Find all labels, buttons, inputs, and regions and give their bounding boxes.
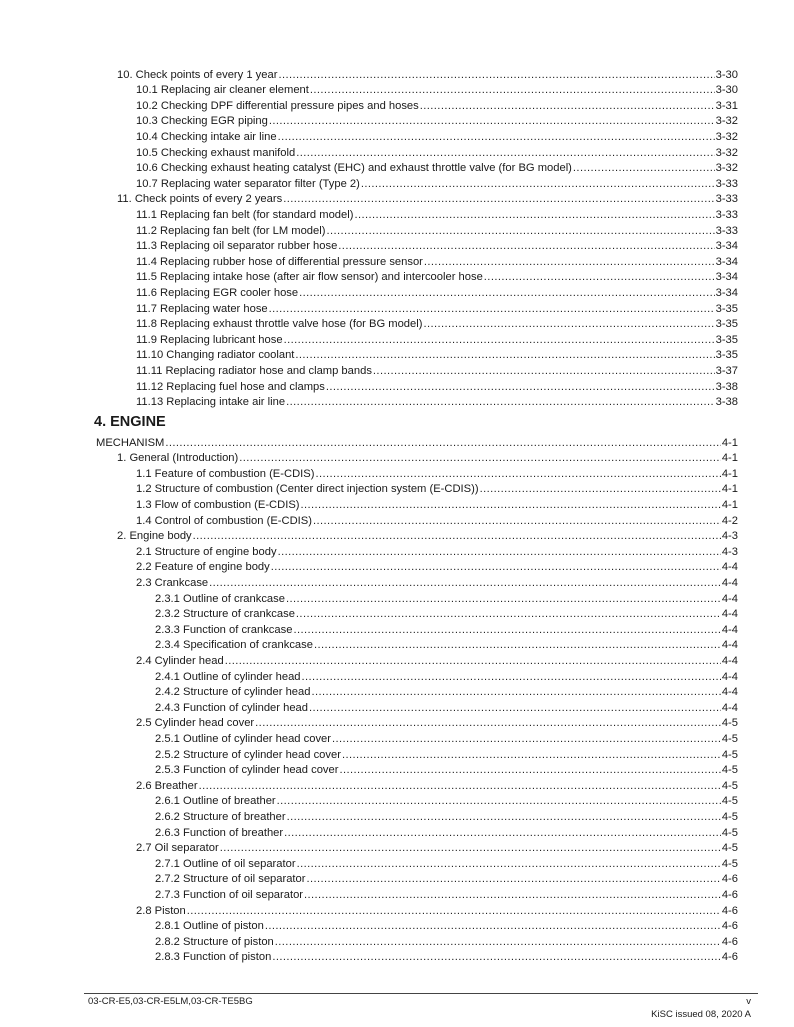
toc-entry xyxy=(136,574,738,590)
toc-entry-title: 11.12 Replacing fuel hose and clamps xyxy=(136,380,325,393)
dot-leader xyxy=(339,764,720,777)
dot-leader xyxy=(315,468,720,481)
toc-entry xyxy=(136,300,738,316)
dot-leader xyxy=(272,951,721,964)
toc-entry-title: 11.4 Replacing rubber hose of differential pressure sensor xyxy=(136,255,423,268)
toc-entry-title: 2.3.4 Specification of crankcase xyxy=(155,639,313,652)
toc-entry-page: 4-4 xyxy=(721,639,738,652)
toc-entry xyxy=(136,902,738,918)
toc-entry-page: 4-1 xyxy=(721,498,738,511)
footer-divider xyxy=(84,993,758,994)
dot-leader xyxy=(297,858,721,871)
toc-entry xyxy=(136,97,738,113)
toc-entry-page: 4-5 xyxy=(721,826,738,839)
toc-entry-title: 2.7.2 Structure of oil separator xyxy=(155,873,306,886)
toc-entry xyxy=(155,637,738,653)
toc-entry-title: 2.7 Oil separator xyxy=(136,842,219,855)
toc-entry-title: 2.5 Cylinder head cover xyxy=(136,717,255,730)
toc-entry-title: 2.3.3 Function of crankcase xyxy=(155,623,293,636)
toc-entry xyxy=(136,253,738,269)
toc-entry-title: 2.3.1 Outline of crankcase xyxy=(155,592,285,605)
toc-entry-title: 2.5.3 Function of cylinder head cover xyxy=(155,764,339,777)
toc-entry xyxy=(96,434,738,450)
toc-entry-title: MECHANISM xyxy=(96,436,165,449)
toc-entry-page: 4-6 xyxy=(721,904,738,917)
toc-entry-title: 10.4 Checking intake air line xyxy=(136,130,277,143)
dot-leader xyxy=(373,365,715,378)
toc-entry xyxy=(136,347,738,363)
toc-entry-page: 4-4 xyxy=(721,592,738,605)
toc-entry xyxy=(136,144,738,160)
toc-entry-page: 3-37 xyxy=(715,364,738,377)
dot-leader xyxy=(484,271,715,284)
toc-entry xyxy=(155,871,738,887)
dot-leader xyxy=(271,561,721,574)
toc-entry xyxy=(136,175,738,191)
toc-entry-page: 4-4 xyxy=(721,561,738,574)
toc-entry-title: 2.8.3 Function of piston xyxy=(155,951,272,964)
dot-leader xyxy=(255,717,721,730)
dot-leader xyxy=(199,780,721,793)
toc-entry xyxy=(136,512,738,528)
toc-entry-title: 1.4 Control of combustion (E-CDIS) xyxy=(136,514,312,527)
footer-issue-info: KiSC issued 08, 2020 A xyxy=(651,1009,751,1020)
toc-entry-title: 2.8.1 Outline of piston xyxy=(155,920,264,933)
toc-entry-title: 2.3.2 Structure of crankcase xyxy=(155,608,295,621)
dot-leader xyxy=(420,100,715,113)
toc-entry xyxy=(155,621,738,637)
toc-entry-page: 3-32 xyxy=(715,115,738,128)
toc-entry-title: 1.3 Flow of combustion (E-CDIS) xyxy=(136,498,300,511)
toc-entry-page: 3-31 xyxy=(715,99,738,112)
dot-leader xyxy=(304,889,721,902)
toc-entry xyxy=(155,793,738,809)
toc-entry-title: 11.1 Replacing fan belt (for standard model) xyxy=(136,208,354,221)
toc-entry-title: 2.1 Structure of engine body xyxy=(136,545,277,558)
toc-entry xyxy=(136,378,738,394)
toc-entry xyxy=(155,730,738,746)
dot-leader xyxy=(480,483,721,496)
toc-entry-page: 4-6 xyxy=(721,888,738,901)
toc-entry xyxy=(136,128,738,144)
toc-entry-title: 11.8 Replacing exhaust throttle valve hose (for BG model) xyxy=(136,318,423,331)
dot-leader xyxy=(286,396,715,409)
toc-entry xyxy=(136,316,738,332)
toc-entry xyxy=(155,606,738,622)
toc-entry-page: 4-4 xyxy=(721,608,738,621)
toc-entry-title: 11.9 Replacing lubricant hose xyxy=(136,333,283,346)
toc-entry xyxy=(136,543,738,559)
toc-entry-page: 3-35 xyxy=(715,302,738,315)
dot-leader xyxy=(220,842,721,855)
toc-entry xyxy=(155,746,738,762)
dot-leader xyxy=(278,546,721,559)
dot-leader xyxy=(225,655,721,668)
toc-entry-page: 3-35 xyxy=(715,333,738,346)
dot-leader xyxy=(284,827,721,840)
toc-entry-page: 4-4 xyxy=(721,670,738,683)
dot-leader xyxy=(326,381,715,394)
toc-entry xyxy=(136,113,738,129)
dot-leader xyxy=(277,795,721,808)
toc-entry-title: 11.6 Replacing EGR cooler hose xyxy=(136,286,299,299)
toc-entry-title: 2.6.2 Structure of breather xyxy=(155,810,286,823)
dot-leader xyxy=(209,577,721,590)
toc-entry xyxy=(136,777,738,793)
toc-entry-title: 10. Check points of every 1 year xyxy=(117,68,278,81)
toc-entry xyxy=(155,762,738,778)
toc-entry-page: 3-33 xyxy=(715,177,738,190)
toc-entry-page: 4-5 xyxy=(721,748,738,761)
toc-entry xyxy=(155,699,738,715)
toc-entry-title: 2.3 Crankcase xyxy=(136,576,209,589)
toc-entry-page: 4-3 xyxy=(721,545,738,558)
footer-model-codes: 03-CR-E5,03-CR-E5LM,03-CR-TE5BG xyxy=(88,996,253,1007)
toc-entry-page: 3-33 xyxy=(715,193,738,206)
toc-entry-title: 11.11 Replacing radiator hose and clamp bands xyxy=(136,364,372,377)
toc-entry-title: 2.6.3 Function of breather xyxy=(155,826,284,839)
toc-entry xyxy=(155,808,738,824)
toc-entry xyxy=(136,652,738,668)
toc-entry-page: 4-6 xyxy=(721,935,738,948)
toc-entry xyxy=(136,559,738,575)
toc-entry-title: 2.4.1 Outline of cylinder head xyxy=(155,670,301,683)
toc-entry xyxy=(136,206,738,222)
toc-entry-title: 2.6 Breather xyxy=(136,779,198,792)
toc-entry xyxy=(136,840,738,856)
toc-entry xyxy=(136,496,738,512)
toc-entry xyxy=(136,465,738,481)
toc-entry-title: 10.6 Checking exhaust heating catalyst (EHC) and exhaust throttle valve (for BG model) xyxy=(136,162,572,175)
toc-entry-title: 11.13 Replacing intake air line xyxy=(136,396,286,409)
toc-entry xyxy=(155,918,738,934)
toc-entry-page: 3-34 xyxy=(715,286,738,299)
toc-entry-page: 4-4 xyxy=(721,623,738,636)
toc-entry-title: 2. Engine body xyxy=(117,530,192,543)
dot-leader xyxy=(269,115,715,128)
toc-entry xyxy=(117,66,738,82)
toc-entry-page: 4-5 xyxy=(721,795,738,808)
dot-leader xyxy=(293,624,720,637)
toc-entry-page: 3-34 xyxy=(715,240,738,253)
footer-page-number: v xyxy=(746,996,751,1007)
toc-entry-page: 4-1 xyxy=(721,452,738,465)
toc-entry-page: 3-38 xyxy=(715,380,738,393)
toc-entry xyxy=(136,222,738,238)
dot-leader xyxy=(187,905,721,918)
toc-entry-page: 4-6 xyxy=(721,873,738,886)
dot-leader xyxy=(278,131,715,144)
dot-leader xyxy=(338,240,714,253)
dot-leader xyxy=(275,936,721,949)
dot-leader xyxy=(165,437,720,450)
toc-entry-page: 3-35 xyxy=(715,318,738,331)
toc-entry-page: 3-32 xyxy=(715,146,738,159)
toc-entry-title: 2.5.2 Structure of cylinder head cover xyxy=(155,748,341,761)
toc-entry-title: 2.4.3 Function of cylinder head xyxy=(155,701,308,714)
toc-entry xyxy=(136,394,738,410)
toc-entry-page: 4-5 xyxy=(721,857,738,870)
toc-entry-page: 3-32 xyxy=(715,130,738,143)
toc-entry-page: 3-34 xyxy=(715,271,738,284)
toc-entry-page: 4-1 xyxy=(721,483,738,496)
toc-entry-page: 4-5 xyxy=(721,717,738,730)
toc-entry xyxy=(155,824,738,840)
toc-entry-title: 2.7.3 Function of oil separator xyxy=(155,888,304,901)
toc-entry xyxy=(136,331,738,347)
toc-entry-title: 2.6.1 Outline of breather xyxy=(155,795,276,808)
dot-leader xyxy=(296,608,721,621)
toc-entry-page: 3-30 xyxy=(715,84,738,97)
toc-entry-page: 4-2 xyxy=(721,514,738,527)
dot-leader xyxy=(302,671,721,684)
toc-entry xyxy=(155,949,738,965)
dot-leader xyxy=(265,920,721,933)
toc-entry-page: 3-38 xyxy=(715,396,738,409)
toc-entry xyxy=(136,82,738,98)
toc-entry-page: 4-4 xyxy=(721,701,738,714)
toc-entry-page: 3-33 xyxy=(715,208,738,221)
dot-leader xyxy=(354,209,714,222)
toc-entry-page: 4-5 xyxy=(721,842,738,855)
toc-entry xyxy=(136,715,738,731)
toc-entry-page: 4-5 xyxy=(721,764,738,777)
dot-leader xyxy=(301,499,721,512)
dot-leader xyxy=(342,749,721,762)
dot-leader xyxy=(361,178,715,191)
dot-leader xyxy=(287,811,721,824)
toc-entry xyxy=(155,855,738,871)
toc-entry-title: 10.5 Checking exhaust manifold xyxy=(136,146,296,159)
dot-leader xyxy=(299,287,714,300)
toc-entry-page: 3-34 xyxy=(715,255,738,268)
dot-leader xyxy=(310,84,715,97)
toc-entry-title: 11.2 Replacing fan belt (for LM model) xyxy=(136,224,326,237)
toc-entry xyxy=(117,191,738,207)
toc-entry-title: 10.1 Replacing air cleaner element xyxy=(136,84,309,97)
toc-entry-title: 10.7 Replacing water separator filter (Type 2) xyxy=(136,177,360,190)
toc-entry xyxy=(136,362,738,378)
toc-entry-page: 4-4 xyxy=(721,686,738,699)
toc-entry-title: 1.2 Structure of combustion (Center direct injection system (E-CDIS)) xyxy=(136,483,479,496)
toc-entry xyxy=(155,684,738,700)
toc-entry-title: 10.3 Checking EGR piping xyxy=(136,115,268,128)
toc-entry-title: 1.1 Feature of combustion (E-CDIS) xyxy=(136,467,315,480)
toc-entry-page: 4-4 xyxy=(721,654,738,667)
dot-leader xyxy=(326,225,714,238)
dot-leader xyxy=(283,193,714,206)
toc-entry-title: 2.5.1 Outline of cylinder head cover xyxy=(155,732,331,745)
toc-entry-page: 4-5 xyxy=(721,732,738,745)
toc-entry-title: 11.7 Replacing water hose xyxy=(136,302,268,315)
toc-entry-page: 4-6 xyxy=(721,951,738,964)
dot-leader xyxy=(269,303,715,316)
toc-entry-page: 4-5 xyxy=(721,810,738,823)
dot-leader xyxy=(296,147,714,160)
dot-leader xyxy=(295,349,714,362)
toc-entry xyxy=(136,481,738,497)
dot-leader xyxy=(278,69,714,82)
toc-entry xyxy=(136,238,738,254)
toc-entry xyxy=(117,528,738,544)
toc-entry-title: 1. General (Introduction) xyxy=(117,452,239,465)
toc-entry-title: 2.4.2 Structure of cylinder head xyxy=(155,686,311,699)
toc-entry-page: 4-6 xyxy=(721,920,738,933)
toc-entry-page: 3-33 xyxy=(715,224,738,237)
toc-entry xyxy=(155,886,738,902)
toc-entry xyxy=(136,269,738,285)
toc-entry-title: 2.4 Cylinder head xyxy=(136,654,224,667)
toc-entry-page: 4-1 xyxy=(721,436,738,449)
dot-leader xyxy=(193,530,721,543)
toc-entry xyxy=(155,668,738,684)
dot-leader xyxy=(313,515,721,528)
toc-entry-page: 4-4 xyxy=(721,576,738,589)
toc-entry-title: 2.8.2 Structure of piston xyxy=(155,935,274,948)
toc-entry-page: 3-32 xyxy=(715,162,738,175)
dot-leader xyxy=(424,256,715,269)
toc-entry-title: 2.2 Feature of engine body xyxy=(136,561,270,574)
dot-leader xyxy=(423,318,714,331)
toc-entry-page: 3-30 xyxy=(715,68,738,81)
dot-leader xyxy=(309,702,721,715)
toc-entry-title: 11. Check points of every 2 years xyxy=(117,193,283,206)
toc-entry-page: 4-1 xyxy=(721,467,738,480)
toc-entry xyxy=(136,284,738,300)
dot-leader xyxy=(332,733,721,746)
toc-entry-title: 2.7.1 Outline of oil separator xyxy=(155,857,296,870)
dot-leader xyxy=(284,334,715,347)
section-heading: 4. ENGINE xyxy=(94,414,166,430)
dot-leader xyxy=(311,686,720,699)
toc-entry-title: 11.5 Replacing intake hose (after air flow sensor) and intercooler hose xyxy=(136,271,483,284)
toc-entry-page: 3-35 xyxy=(715,349,738,362)
dot-leader xyxy=(286,593,721,606)
toc-entry xyxy=(155,590,738,606)
toc-entry xyxy=(117,450,738,466)
dot-leader xyxy=(239,452,721,465)
toc-entry xyxy=(155,933,738,949)
toc-entry-title: 2.8 Piston xyxy=(136,904,186,917)
dot-leader xyxy=(314,639,721,652)
toc-entry xyxy=(136,160,738,176)
toc-entry-page: 4-5 xyxy=(721,779,738,792)
toc-entry-title: 11.10 Changing radiator coolant xyxy=(136,349,295,362)
toc-entry-title: 10.2 Checking DPF differential pressure pipes and hoses xyxy=(136,99,419,112)
toc-entry-title: 11.3 Replacing oil separator rubber hose xyxy=(136,240,338,253)
dot-leader xyxy=(573,162,715,175)
dot-leader xyxy=(307,873,721,886)
toc-entry-page: 4-3 xyxy=(721,530,738,543)
